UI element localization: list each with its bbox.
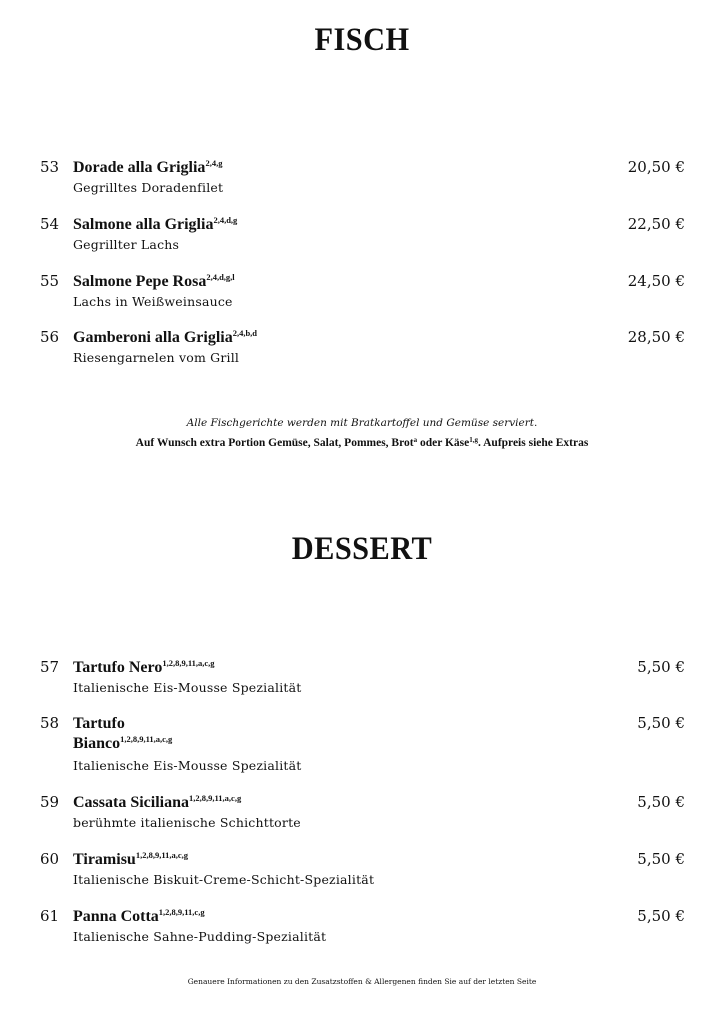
allergen-codes: 1,2,8,9,11,a,c,g [162,658,215,668]
item-number: 54 [40,215,60,233]
item-price: 5,50 € [637,793,685,811]
item-price: 5,50 € [637,658,685,676]
item-price: 5,50 € [637,850,685,868]
fish-side-note: Alle Fischgerichte werden mit Bratkartoffel und Gemüse serviert. [186,417,538,429]
item-number: 53 [40,158,60,176]
item-price: 22,50 € [627,215,685,233]
item-number: 60 [40,850,60,868]
item-description: Riesengarnelen vom Grill [73,350,240,365]
item-number: 56 [40,328,60,346]
item-name: Salmone Pepe Rosa$^{2,4,d,g,l}$ [73,272,235,290]
item-name: Dorade alla Griglia$^{2,4,g}$ [73,158,223,176]
item-price: 5,50 € [637,907,685,925]
item-name: Tartufo Nero$^{1,2,8,9,11,a,c,g}$ [73,658,215,676]
item-description: Italienische Eis-Mousse Spezialität [73,680,302,695]
item-number: 61 [40,907,60,925]
item-description: Italienische Sahne-Pudding-Spezialität [73,929,327,944]
item-number: 58 [40,714,60,732]
item-price: 28,50 € [627,328,685,346]
item-description: Italienische Biskuit-Creme-Schicht-Spezialität [73,872,375,887]
item-name: Gamberoni alla Griglia$^{2,4,b,d}$ [73,328,258,346]
allergen-codes: 1,2,8,9,11,a,c,g [189,793,242,803]
item-description: berühmte italienische Schichttorte [73,815,301,830]
item-description: Lachs in Weißweinsauce [73,294,233,309]
allergen-codes: 2,4,b,d [232,328,258,338]
item-price: 24,50 € [627,272,685,290]
allergen-codes: 1,2,8,9,11,a,c,g [120,734,173,744]
item-name: Tiramisu$^{1,2,8,9,11,a,c,g}$ [73,850,189,868]
item-name: Panna Cotta$^{1,2,8,9,11,c,g}$ [73,907,205,925]
allergen-codes: 1,2,8,9,11,a,c,g [135,850,189,860]
item-price: 5,50 € [637,714,685,732]
item-description: Gegrilltes Doradenfilet [73,180,224,195]
allergen-codes: 1,2,8,9,11,c,g [158,907,205,917]
item-name: Cassata Siciliana$^{1,2,8,9,11,a,c,g}$ [73,793,242,811]
allergen-codes: 2,4,g [205,158,223,168]
item-description: Italienische Eis-Mousse Spezialität [73,758,302,773]
allergen-codes: 2,4,d,g,l [206,272,235,282]
item-number: 57 [40,658,60,676]
allergen-codes: 2,4,d,g [213,215,238,225]
item-number: 59 [40,793,60,811]
allergen-footer-note: Genauere Informationen zu den Zusatzstoffen & Allergenen finden Sie auf der letzten Seite [187,977,537,986]
item-description: Gegrillter Lachs [73,237,180,252]
item-price: 20,50 € [627,158,685,176]
item-name: Salmone alla Griglia$^{2,4,d,g}$ [73,215,238,233]
extras-note: Auf Wunsch extra Portion Gemüse, Salat, Pommes, Brot$^a$ oder Käse$^{1,g}$. Aufpreis siehe Extras [135,436,589,449]
section-title-dessert: DESSERT [291,531,433,567]
item-number: 55 [40,272,60,290]
section-title-fisch: FISCH [314,22,410,58]
item-name: Tartufo Bianco$^{1,2,8,9,11,a,c,g}$ [73,715,173,752]
